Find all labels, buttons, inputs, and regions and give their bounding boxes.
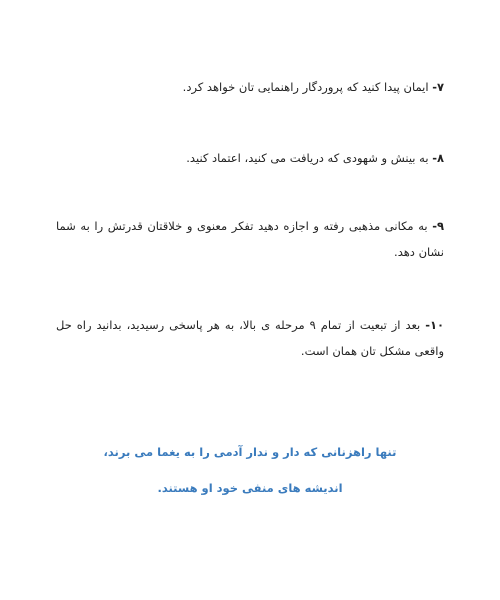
list-item-number: ۷- — [432, 80, 444, 94]
quote-line-1: تنها راهزنانی که دار و ندار آدمی را به یغما می برند، — [103, 445, 397, 459]
list-item-7 — [56, 74, 444, 100]
quote-line-2: اندیشه های منفی خود او هستند. — [157, 481, 343, 495]
list-item-text: بعد از تبعیت از تمام ۹ مرحله ی بالا، به هر پاسخی رسیدید، بدانید راه حل واقعی مشکل تان همان است. — [56, 318, 444, 358]
list-item-number: ۹- — [432, 219, 445, 233]
list-item-text: به مکانی مذهبی رفته و اجازه دهید تفکر معنوی و خلاقتان قدرتش را به شما نشان دهد. — [56, 219, 444, 259]
list-item-10 — [56, 312, 444, 364]
list-item-number: ۸- — [432, 151, 444, 165]
list-item-text: ایمان پیدا کنید که پروردگار راهنمایی تان خواهد کرد. — [182, 80, 429, 94]
list-item-number: ۱۰- — [425, 318, 445, 332]
list-item-text: به بینش و شهودی که دریافت می کنید، اعتماد کنید. — [186, 151, 429, 165]
list-item-8 — [56, 145, 444, 171]
list-item-9 — [56, 213, 444, 265]
